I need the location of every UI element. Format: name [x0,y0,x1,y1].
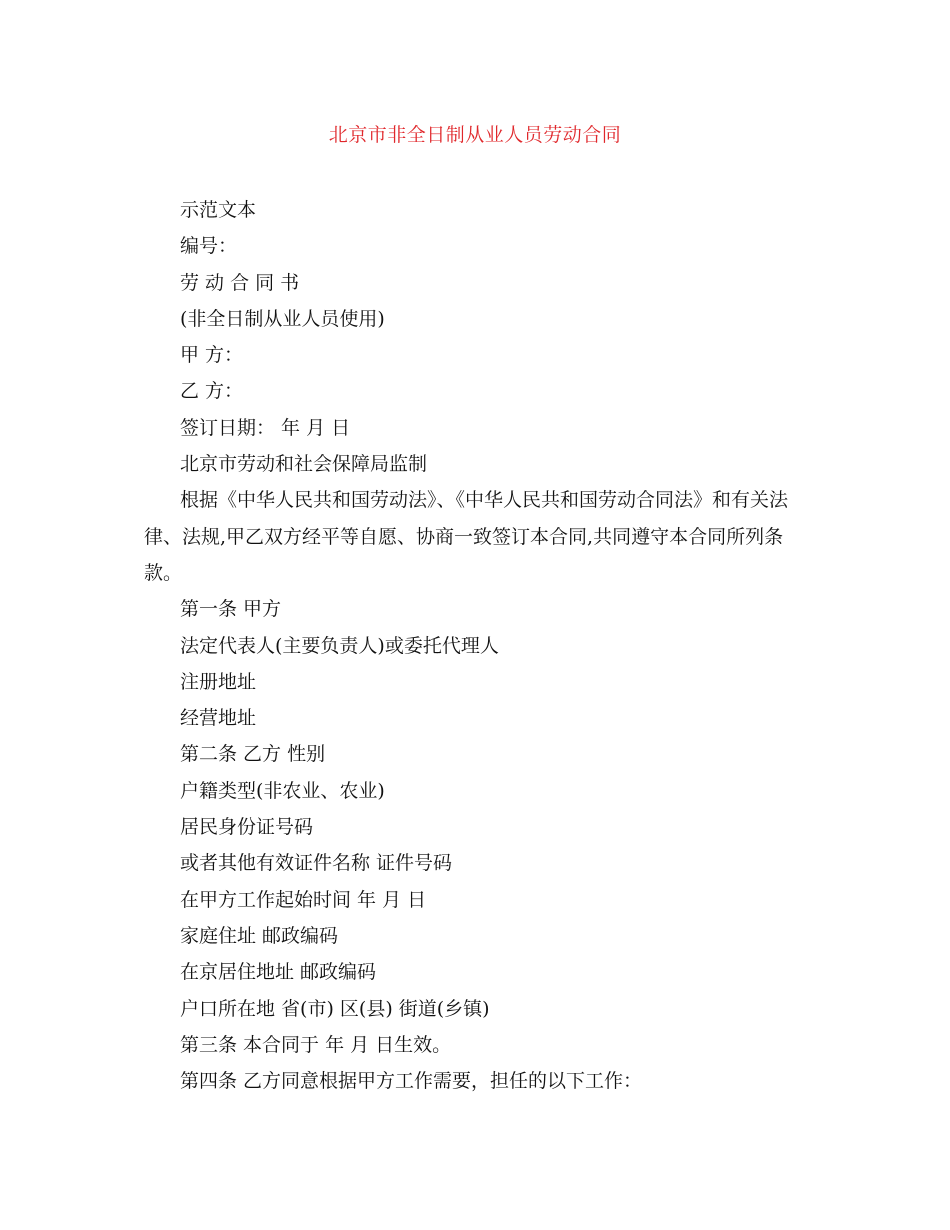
paragraph-signing-date: 签订日期： 年 月 日 [180,416,351,439]
paragraph-sample-text: 示范文本 [180,199,257,221]
paragraph-legal-representative: 法定代表人(主要负责人)或委托代理人 [180,634,499,657]
document-title: 北京市非全日制从业人员劳动合同 [328,124,622,146]
paragraph-start-date: 在甲方工作起始时间 年 月 日 [180,888,427,911]
paragraph-supervisor: 北京市劳动和社会保障局监制 [180,453,428,476]
paragraph-hukou-location: 户口所在地 省(市) 区(县) 街道(乡镇) [180,997,490,1020]
paragraph-party-a: 甲 方： [180,344,244,367]
paragraph-business-address: 经营地址 [180,707,257,730]
paragraph-party-b: 乙 方： [180,380,244,403]
paragraph-beijing-address: 在京居住地址 邮政编码 [180,961,377,984]
paragraph-article-1: 第一条 甲方 [180,598,282,621]
paragraph-contract-heading: 劳 动 合 同 书 [180,271,300,294]
paragraph-registered-address: 注册地址 [180,670,257,693]
paragraph-household-type: 户籍类型(非农业、农业) [180,779,385,802]
paragraph-id-number: 居民身份证号码 [180,816,314,839]
paragraph-number: 编号： [180,235,238,258]
paragraph-other-id: 或者其他有效证件名称 证件号码 [180,852,453,875]
paragraph-preamble: 根据《中华人民共和国劳动法》、《中华人民共和国劳动合同法》和有关法律、法规,甲乙双方经平等自愿、协商一致签订本合同,共同遵守本合同所列条款。 [144,489,789,584]
document-body [144,192,806,1099]
paragraph-home-address: 家庭住址 邮政编码 [180,924,339,947]
paragraph-article-2: 第二条 乙方 性别 [180,743,326,766]
paragraph-usage-note: (非全日制从业人员使用) [180,307,385,330]
paragraph-article-4: 第四条 乙方同意根据甲方工作需要，担任的以下工作： [180,1070,643,1093]
paragraph-article-3: 第三条 本合同于 年 月 日生效。 [180,1033,452,1056]
